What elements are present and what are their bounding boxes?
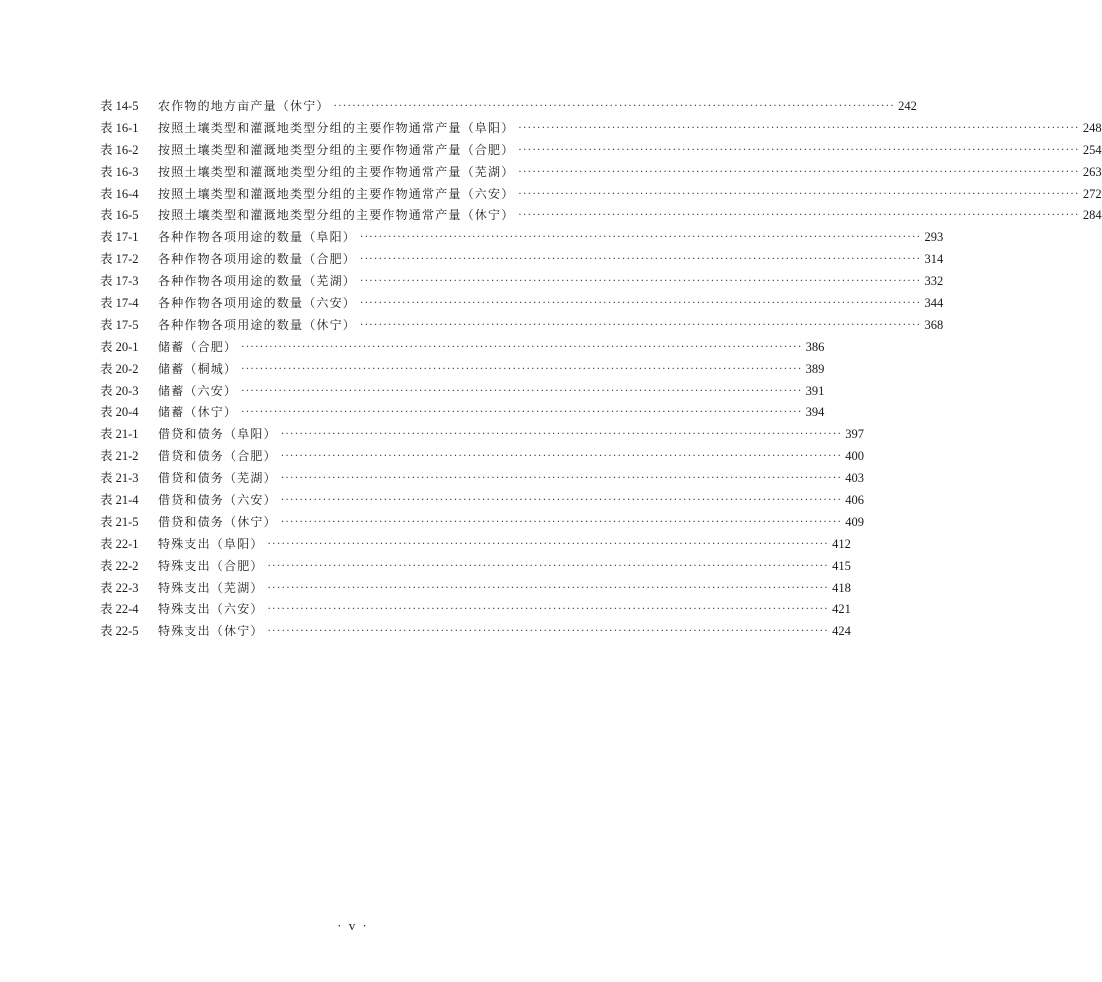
dot-leader: ························································································································ [241,407,803,419]
table-number: 表 21-2 [100,449,139,464]
table-title: 特殊支出（芜湖） [158,580,264,595]
table-number: 表 20-1 [100,339,139,354]
table-number: 表 17-2 [100,252,139,267]
dot-leader: ························································································································ [518,188,1080,200]
table-title: 按照土壤类型和灌溉地类型分组的主要作物通常产量（合肥） [158,142,515,157]
page-number: 332 [924,274,944,289]
toc-entry[interactable] [100,118,1102,140]
toc-entry[interactable] [100,205,1102,227]
toc-entry[interactable] [100,402,825,424]
table-number: 表 16-1 [100,120,139,135]
page-number: 397 [845,427,865,442]
table-title: 按照土壤类型和灌溉地类型分组的主要作物通常产量（阜阳） [158,120,515,135]
page-number: 391 [805,383,825,398]
table-number: 表 22-4 [100,602,139,617]
dot-leader: ························································································································ [241,385,803,397]
toc-entry[interactable] [100,96,917,118]
toc-entry[interactable] [100,468,865,490]
dot-leader: ························································································································ [360,254,922,266]
table-title: 各种作物各项用途的数量（阜阳） [158,230,357,245]
page-number: 406 [845,493,865,508]
table-title: 借贷和债务（休宁） [158,514,277,529]
table-number: 表 20-2 [100,361,139,376]
table-title: 借贷和债务（阜阳） [158,427,277,442]
table-number: 表 16-2 [100,142,139,157]
dot-leader: ························································································································ [267,626,830,638]
dot-leader: ························································································································ [241,363,803,375]
table-title: 按照土壤类型和灌溉地类型分组的主要作物通常产量（六安） [158,186,515,201]
page-number: 344 [924,296,944,311]
table-title: 特殊支出（阜阳） [158,536,264,551]
dot-leader: ························································································································ [360,276,922,288]
toc-entry[interactable] [100,359,825,381]
toc-entry[interactable] [100,490,865,512]
folio-page-number: · v · [337,918,369,933]
table-title: 借贷和债务（合肥） [158,449,277,464]
table-title: 各种作物各项用途的数量（芜湖） [158,274,357,289]
table-number: 表 17-1 [100,230,139,245]
dot-leader: ························································································································ [360,298,922,310]
table-title: 各种作物各项用途的数量（六安） [158,296,357,311]
page-number: 284 [1082,208,1102,223]
page-number: 293 [924,230,944,245]
toc-entry[interactable] [100,271,944,293]
table-title: 借贷和债务（六安） [158,493,277,508]
table-of-contents [100,96,1102,643]
toc-entry[interactable] [100,293,944,315]
table-number: 表 20-3 [100,383,139,398]
page-number: 263 [1082,164,1102,179]
page-number: 314 [924,252,944,267]
page-number: 409 [845,514,865,529]
page-number: 389 [805,361,825,376]
toc-entry[interactable] [100,315,944,337]
toc-entry[interactable] [100,446,865,468]
dot-leader: ························································································································ [267,538,830,550]
page-number: 424 [832,624,851,639]
page-number: 403 [845,471,865,486]
table-title: 农作物的地方亩产量（休宁） [158,99,330,113]
toc-entry[interactable] [100,381,825,403]
dot-leader: ························································································································ [267,604,830,616]
dot-leader: ························································································································ [360,319,922,331]
table-title: 各种作物各项用途的数量（合肥） [158,252,357,267]
toc-entry[interactable] [100,184,1102,206]
table-number: 表 16-5 [100,208,139,223]
table-number: 表 21-5 [100,514,139,529]
page-number: 368 [924,317,944,332]
table-title: 各种作物各项用途的数量（休宁） [158,317,357,332]
table-number: 表 21-3 [100,471,139,486]
page-number: 412 [832,536,851,551]
table-number: 表 21-1 [100,427,139,442]
table-number: 表 22-5 [100,624,139,639]
table-number: 表 16-3 [100,164,139,179]
toc-entry[interactable] [100,424,865,446]
toc-entry[interactable] [100,534,851,556]
dot-leader: ························································································································ [360,232,922,244]
table-number: 表 22-1 [100,536,139,551]
dot-leader: ························································································································ [280,451,843,463]
page-number: 421 [832,602,851,617]
dot-leader: ························································································································ [280,429,843,441]
dot-leader: ························································································································ [267,582,830,594]
table-number: 表 22-2 [100,558,139,573]
toc-entry[interactable] [100,556,851,578]
table-title: 储蓄（桐城） [158,361,238,376]
toc-entry[interactable] [100,621,851,643]
table-number: 表 17-4 [100,296,139,311]
table-title: 储蓄（休宁） [158,405,238,420]
table-title: 按照土壤类型和灌溉地类型分组的主要作物通常产量（芜湖） [158,164,515,179]
page-number: 242 [898,99,917,113]
table-number: 表 17-5 [100,317,139,332]
table-title: 特殊支出（六安） [158,602,264,617]
toc-entry[interactable] [100,227,944,249]
dot-leader: ························································································································ [518,166,1080,178]
dot-leader: ························································································································ [241,341,803,353]
dot-leader: ························································································································ [280,516,843,528]
dot-leader: ························································································································ [518,210,1080,222]
table-title: 特殊支出（休宁） [158,624,264,639]
dot-leader: ························································································································ [280,473,843,485]
page-number: 415 [832,558,851,573]
toc-entry[interactable] [100,599,851,621]
table-number: 表 21-4 [100,493,139,508]
table-title: 储蓄（合肥） [158,339,238,354]
table-number: 表 17-3 [100,274,139,289]
page-number: 248 [1082,120,1102,135]
table-number: 表 16-4 [100,186,139,201]
page-number: 400 [845,449,865,464]
table-title: 特殊支出（合肥） [158,558,264,573]
toc-entry[interactable] [100,162,1102,184]
toc-entry[interactable] [100,140,1102,162]
table-title: 储蓄（六安） [158,383,238,398]
toc-entry[interactable] [100,512,865,534]
toc-entry[interactable] [100,578,851,600]
dot-leader: ························································································································ [280,495,843,507]
page-number: 418 [832,580,851,595]
table-number: 表 14-5 [100,99,139,113]
page-number: 394 [805,405,825,420]
table-title: 按照土壤类型和灌溉地类型分组的主要作物通常产量（休宁） [158,208,515,223]
page-number: 254 [1082,142,1102,157]
table-number: 表 22-3 [100,580,139,595]
toc-entry[interactable] [100,337,825,359]
dot-leader: ························································································································ [518,122,1080,134]
dot-leader: ························································································································ [333,101,896,112]
table-title: 借贷和债务（芜湖） [158,471,277,486]
toc-entry[interactable] [100,249,944,271]
dot-leader: ························································································································ [518,144,1080,156]
page-number: 272 [1082,186,1102,201]
page-number: 386 [805,339,825,354]
table-number: 表 20-4 [100,405,139,420]
dot-leader: ························································································································ [267,560,830,572]
